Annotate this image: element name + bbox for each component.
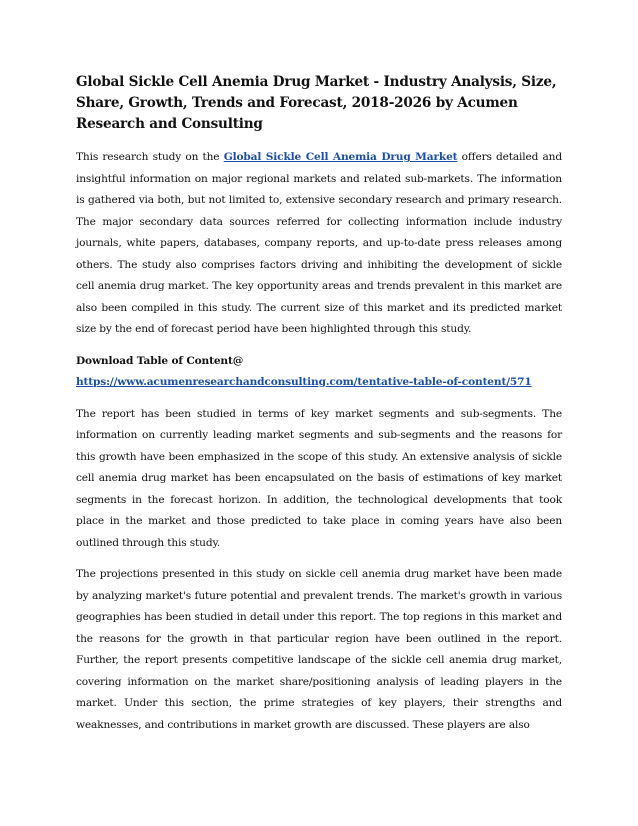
intro-paragraph bbox=[76, 147, 562, 341]
intro-text-end: offers detailed and insightful information on major regional markets and related sub-markets. The information is gathered via both, but not limited to, extensive secondary research and primary research. The major secondary data sources referred for collecting information include industry journals, white papers, databases, company reports, and up-to-date press releases among others. The study also comprises factors driving and inhibiting the development of sickle cell anemia drug market. The key opportunity areas and trends prevalent in this market are also been compiled in this study. The current size of this market and its predicted market size by the end of forecast period have been highlighted through this study. bbox=[76, 151, 562, 335]
segments-paragraph: The report has been studied in terms of key market segments and sub-segments. The information on currently leading market segments and sub-segments and the reasons for this growth have been emphasized in the scope of this study. An extensive analysis of sickle cell anemia drug market has been encapsulated on the basis of estimations of key market segments in the forecast horizon. In addition, the technological developments that took place in the market and those predicted to take place in coming years have also been outlined through this study. bbox=[76, 407, 562, 549]
download-label: Download Table of Content@ bbox=[76, 354, 244, 367]
download-toc-link[interactable]: https://www.acumenresearchandconsulting.com/tentative-table-of-content/571 bbox=[76, 376, 532, 388]
document-title: Global Sickle Cell Anemia Drug Market - Industry Analysis, Size, Share, Growth, Trends and Forecast, 2018-2026 by Acumen Research and Consulting bbox=[76, 74, 557, 132]
market-link[interactable]: Global Sickle Cell Anemia Drug Market bbox=[223, 151, 458, 163]
intro-text-start: This research study on the bbox=[76, 151, 224, 163]
projections-paragraph: The projections presented in this study on sickle cell anemia drug market have been made by analyzing market's future potential and prevalent trends. The market's growth in various geographies has been studied in detail under this report. The top regions in this market and the reasons for the growth in that particular region have been outlined in the report. Further, the report presents competitive landscape of the sickle cell anemia drug market, covering information on the market share/positioning analysis of leading players in the market. Under this section, the prime strategies of key players, their strengths and weaknesses, and contributions in market growth are discussed. These players are also bbox=[76, 568, 562, 731]
